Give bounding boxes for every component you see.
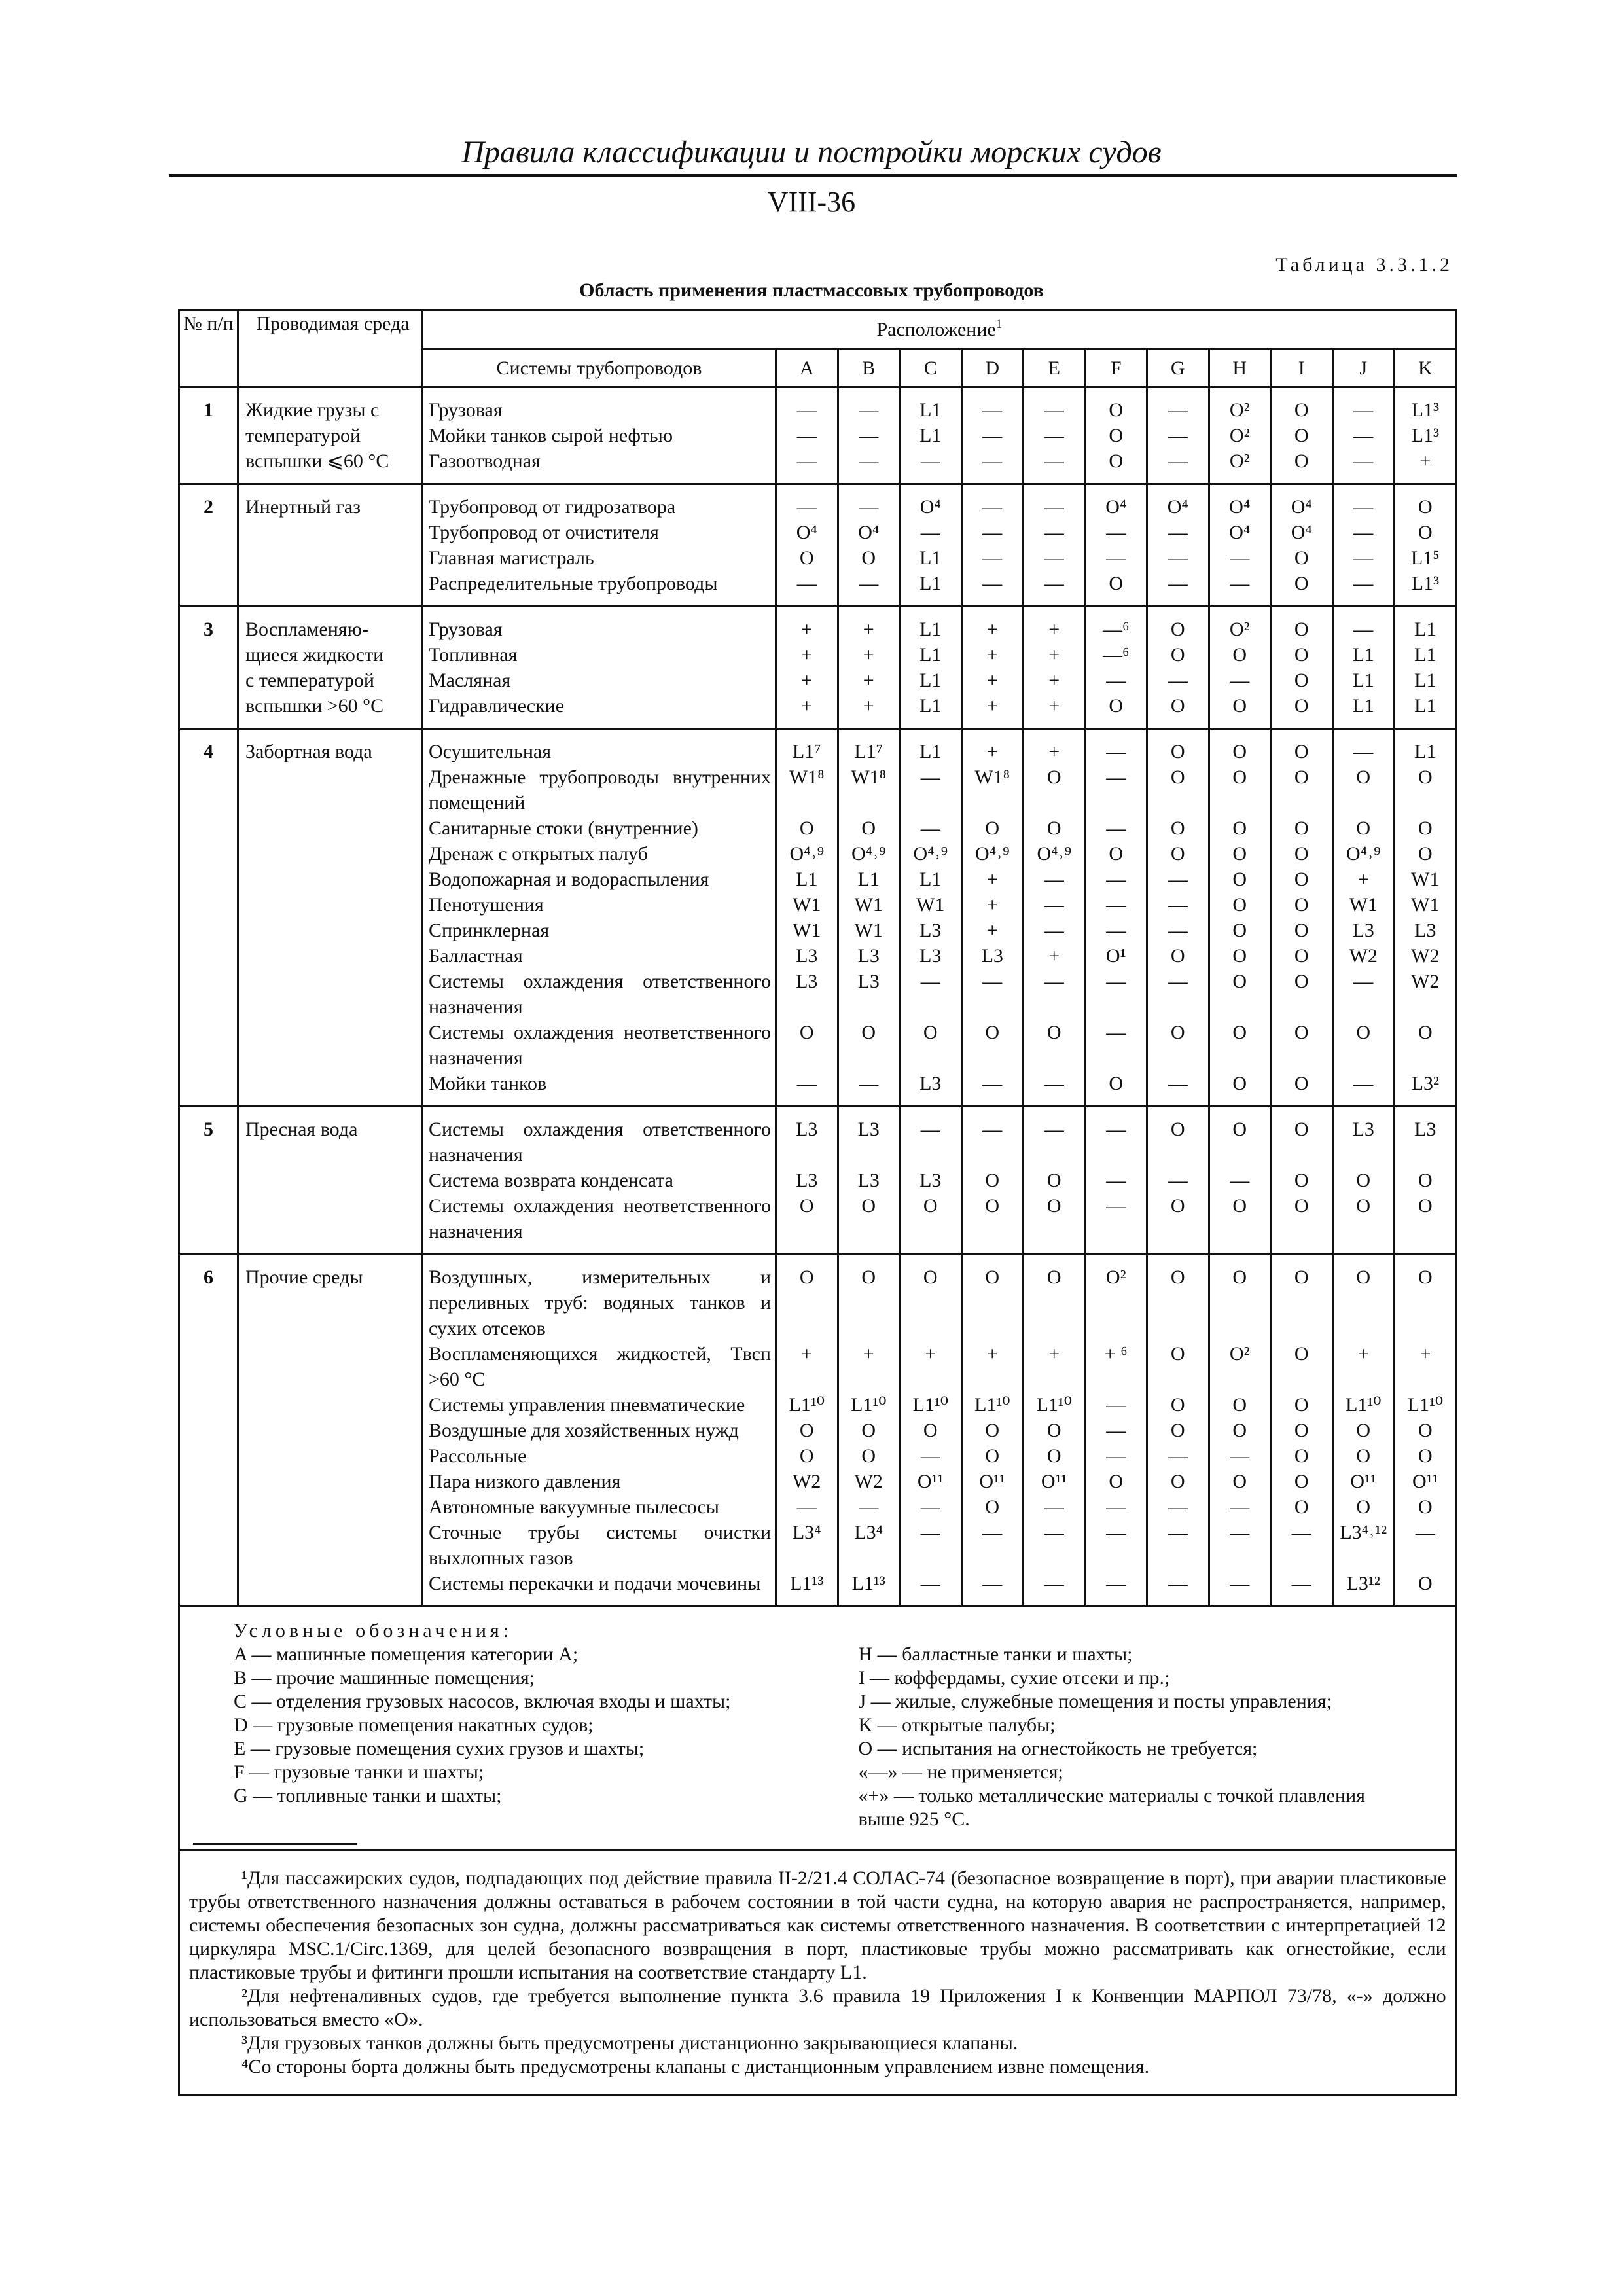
- row-number: 6: [179, 1255, 238, 1607]
- location-values-f: [1085, 1107, 1147, 1255]
- location-value: + + + +: [1048, 619, 1060, 717]
- location-values-a: [776, 729, 838, 1107]
- location-values-g: [1147, 484, 1209, 607]
- legend-entry: G — топливные танки и шахты;: [234, 1785, 502, 1806]
- piping-system-name: Дренажные трубопроводы внутренних помещений: [429, 766, 771, 814]
- header-location: [423, 310, 1457, 349]
- legend-entry: B — прочие машинные помещения;: [234, 1667, 535, 1689]
- location-values-j: [1332, 1255, 1395, 1607]
- location-values-i: [1271, 484, 1333, 607]
- piping-systems: [423, 1255, 776, 1607]
- location-value: O⁴ O⁴ — —: [1229, 496, 1251, 594]
- header-rule: [169, 174, 1457, 177]
- location-values-j: [1332, 1107, 1395, 1255]
- location-values-j: [1332, 607, 1395, 729]
- location-value: — O O O⁴˒⁹ + W1 L3 W2 — O —: [1346, 741, 1381, 1094]
- location-value: O + L1¹⁰ O O W2 — L3⁴ L1¹³: [851, 1266, 887, 1594]
- location-values-c: [900, 607, 962, 729]
- location-values-k: [1395, 484, 1457, 607]
- piping-system-name: Воздушных, измерительных и переливных труб: водяных танков и сухих отсеков: [429, 1266, 771, 1339]
- location-values-b: [838, 484, 900, 607]
- location-values-j: [1332, 484, 1395, 607]
- location-values-i: [1271, 1107, 1333, 1255]
- location-value: O — O: [1168, 1119, 1188, 1217]
- location-value: O + L1¹⁰ O O O¹¹ O L3⁴˒¹² L3¹²: [1340, 1266, 1387, 1594]
- header-location-note: 1: [995, 317, 1003, 331]
- piping-system-name: Трубопровод от очистителя: [429, 522, 659, 543]
- location-values-h: [1209, 387, 1271, 484]
- location-value: O O O: [1109, 399, 1124, 472]
- table-row: [179, 387, 1457, 484]
- location-values-c: [900, 729, 962, 1107]
- legend-entry: E — грузовые помещения сухих грузов и шахты;: [234, 1738, 645, 1759]
- location-value: — L3 O: [919, 1119, 942, 1217]
- piping-system-name: Системы охлаждения неответственного назначения: [429, 1195, 771, 1242]
- header-location-b: B: [838, 349, 900, 387]
- location-value: O² O² O²: [1229, 399, 1250, 472]
- row-number: 3: [179, 607, 238, 729]
- location-value: O O O O — O — — —: [1168, 1266, 1188, 1594]
- location-value: L1 L1 L1 L1: [1414, 619, 1436, 717]
- location-value: + + + +: [986, 619, 998, 717]
- row-number: 4: [179, 729, 238, 1107]
- piping-system-name: Воздушные для хозяйственных нужд: [429, 1420, 739, 1441]
- legend-entry: F — грузовые танки и шахты;: [234, 1761, 484, 1783]
- location-values-c: [900, 387, 962, 484]
- legend-entry: O — испытания на огнестойкость не требуется;: [858, 1738, 1258, 1759]
- location-value: + O O O⁴˒⁹ — — — + — O —: [1037, 741, 1072, 1094]
- piping-system-name: Система возврата конденсата: [429, 1170, 673, 1191]
- piping-system-name: Дренаж с открытых палуб: [429, 843, 648, 865]
- location-values-h: [1209, 729, 1271, 1107]
- footnote: ²Для нефтеналивных судов, где требуется выполнение пункта 3.6 правила 19 Приложения I к Конвенции МАРПОЛ 73/78, «-» должно использоваться вместо «O».: [189, 1985, 1446, 2030]
- location-values-f: [1085, 387, 1147, 484]
- running-head: Правила классификации и постройки морских судов: [461, 135, 1162, 170]
- location-value: — — —: [1353, 399, 1374, 472]
- piping-system-name: Системы охлаждения ответственного назначения: [429, 1119, 771, 1166]
- location-values-f: [1085, 1255, 1147, 1607]
- location-values-h: [1209, 1255, 1271, 1607]
- table-label: Таблица 3.3.1.2: [1275, 254, 1453, 276]
- legend-entry: D — грузовые помещения накатных судов;: [234, 1714, 594, 1736]
- location-value: O O O: [1294, 1119, 1309, 1217]
- table-row: [179, 1107, 1457, 1255]
- piping-systems: [423, 387, 776, 484]
- location-values-k: [1395, 607, 1457, 729]
- header-location-j: J: [1332, 349, 1395, 387]
- location-value: O⁴ — — —: [1167, 496, 1188, 594]
- conveyed-medium: Воспламеняю- щиеся жидкости с температурой вспышки >60 °С: [238, 607, 423, 729]
- location-value: — O⁴ O —: [796, 496, 817, 594]
- location-values-h: [1209, 1107, 1271, 1255]
- location-values-g: [1147, 1107, 1209, 1255]
- legend-entry: I — коффердамы, сухие отсеки и пр.;: [858, 1667, 1170, 1689]
- location-value: O O L1⁵ L1³: [1410, 496, 1440, 594]
- location-values-a: [776, 607, 838, 729]
- location-value: O O O O — — — O — O —: [1168, 741, 1188, 1094]
- piping-system-name: Системы охлаждения ответственного назначения: [429, 971, 771, 1018]
- location-value: — — —: [859, 399, 879, 472]
- location-value: — O O: [982, 1119, 1003, 1217]
- location-value: — — —: [1106, 1119, 1126, 1217]
- legend-entry: C — отделения грузовых насосов, включая входы и шахты;: [234, 1691, 731, 1712]
- location-values-i: [1271, 607, 1333, 729]
- location-values-k: [1395, 729, 1457, 1107]
- location-values-d: [961, 1107, 1024, 1255]
- conveyed-medium: Прочие среды: [238, 1255, 423, 1607]
- location-values-d: [961, 484, 1024, 607]
- location-values-c: [900, 1255, 962, 1607]
- piping-system-name: Главная магистраль: [429, 547, 594, 569]
- location-value: — — —: [1168, 399, 1188, 472]
- location-value: — — —: [1044, 399, 1064, 472]
- piping-system-name: Пара низкого давления: [429, 1471, 621, 1492]
- location-value: O² + ⁶ — — — O — — —: [1104, 1266, 1128, 1594]
- location-values-i: [1271, 729, 1333, 1107]
- legend-entry: выше 925 °С.: [858, 1808, 970, 1830]
- legend-title: Условные обозначения:: [234, 1620, 513, 1641]
- location-value: — O⁴ O —: [858, 496, 880, 594]
- location-values-g: [1147, 387, 1209, 484]
- piping-system-name: Газоотводная: [429, 450, 541, 472]
- location-values-c: [900, 1107, 962, 1255]
- piping-system-name: Водопожарная и водораспыления: [429, 869, 709, 890]
- location-values-d: [961, 387, 1024, 484]
- location-values-e: [1024, 1255, 1086, 1607]
- legend-entry: «—» — не применяется;: [858, 1761, 1063, 1783]
- legend-entry: H — балластные танки и шахты;: [858, 1643, 1133, 1665]
- header-location-a: A: [776, 349, 838, 387]
- footnote: ⁴Со стороны борта должны быть предусмотрены клапаны с дистанционным управлением извне помещения.: [241, 2056, 1150, 2077]
- location-value: O O O O O O O O O O O: [1294, 741, 1309, 1094]
- piping-systems: [423, 1107, 776, 1255]
- legend-entry: «+» — только металлические материалы с точкой плавления: [858, 1785, 1365, 1806]
- location-values-b: [838, 729, 900, 1107]
- piping-system-name: Системы охлаждения неответственного назначения: [429, 1022, 771, 1069]
- legend-right-column: [858, 1643, 1440, 1831]
- location-values-a: [776, 1107, 838, 1255]
- location-value: O + L1¹⁰ O O O¹¹ O — O: [1407, 1266, 1443, 1594]
- header-location-h: H: [1209, 349, 1271, 387]
- location-values-b: [838, 1255, 900, 1607]
- location-values-f: [1085, 484, 1147, 607]
- location-values-a: [776, 387, 838, 484]
- location-values-i: [1271, 1255, 1333, 1607]
- header-location-f: F: [1085, 349, 1147, 387]
- header-number: № п/п: [179, 310, 238, 387]
- location-values-h: [1209, 484, 1271, 607]
- location-value: — O O: [1044, 1119, 1064, 1217]
- location-value: O⁴ O⁴ O O: [1291, 496, 1312, 594]
- location-value: — — —: [796, 399, 817, 472]
- location-value: O⁴ — — O: [1105, 496, 1127, 594]
- piping-system-name: Спринклерная: [429, 920, 550, 941]
- location-value: — — — —: [982, 496, 1003, 594]
- location-values-k: [1395, 1107, 1457, 1255]
- location-value: O O O O O O O — —: [1291, 1266, 1311, 1594]
- location-values-b: [838, 387, 900, 484]
- location-value: O + L1¹⁰ O O W2 — L3⁴ L1¹³: [789, 1266, 825, 1594]
- location-values-e: [1024, 387, 1086, 484]
- header-location-label: Расположение: [876, 318, 996, 340]
- location-values-i: [1271, 387, 1333, 484]
- location-values-c: [900, 484, 962, 607]
- row-number: 1: [179, 387, 238, 484]
- piping-system-name: Грузовая: [429, 619, 503, 640]
- location-values-k: [1395, 1255, 1457, 1607]
- conveyed-medium: Жидкие грузы с температурой вспышки ⩽60 °С: [238, 387, 423, 484]
- location-values-j: [1332, 387, 1395, 484]
- piping-system-name: Масляная: [429, 670, 511, 691]
- footnote: ¹Для пассажирских судов, подпадающих под действие правила II-2/21.4 СОЛАС-74 (безопасное возвращение в порт), при аварии пластиковые трубы ответственного назначения должны оставаться в рабочем состоянии в той части судна, на которую авария не распространяется, например, системы обеспечения безопасных зон судна, должны рассматриваться как системы ответственного назначения. В соответствии с интерпретацией 12 циркуляра MSC.1/Circ.1369, для целей безопасного возвращения в порт, пластиковые трубы можно рассматривать как огнестойкие, если пластиковые трубы и фитинги прошли испытания на соответствие стандарту L1.: [189, 1867, 1446, 1983]
- location-value: L1 O O O W1 W1 L3 W2 W2 O L3²: [1411, 741, 1440, 1094]
- location-values-a: [776, 484, 838, 607]
- location-values-h: [1209, 607, 1271, 729]
- location-values-a: [776, 1255, 838, 1607]
- conveyed-medium: Забортная вода: [238, 729, 423, 1107]
- header-location-k: K: [1395, 349, 1457, 387]
- legend: [179, 1607, 1457, 1850]
- location-value: + W1⁸ O O⁴˒⁹ + + + L3 — O —: [974, 741, 1010, 1094]
- location-values-e: [1024, 1107, 1086, 1255]
- location-value: — — — —: [1353, 496, 1374, 594]
- location-values-e: [1024, 729, 1086, 1107]
- location-value: O + L1¹⁰ O O O¹¹ O — —: [974, 1266, 1010, 1594]
- piping-system-name: Мойки танков: [429, 1073, 547, 1094]
- table-title: Область применения пластмассовых трубопроводов: [579, 279, 1044, 301]
- piping-system-name: Грузовая: [429, 399, 503, 421]
- location-value: —⁶ —⁶ — O: [1103, 619, 1130, 717]
- piping-system-name: Осушительная: [429, 741, 551, 762]
- legend-entry: J — жилые, служебные помещения и посты управления;: [858, 1691, 1332, 1712]
- piping-system-name: Воспламеняющихся жидкостей, Tвсп >60 °С: [429, 1343, 771, 1390]
- location-value: L1³ L1³ +: [1411, 399, 1439, 472]
- location-value: L3 O O: [1352, 1119, 1374, 1217]
- legend-left-column: [234, 1643, 858, 1831]
- location-value: O O O O: [1294, 619, 1309, 717]
- footnote-rule: [193, 1843, 357, 1845]
- footnotes: [179, 1850, 1457, 2096]
- location-values-k: [1395, 387, 1457, 484]
- location-value: L1⁷ W1⁸ O O⁴˒⁹ L1 W1 W1 L3 L3 O —: [851, 741, 887, 1094]
- footnote: ³Для грузовых танков должны быть предусмотрены дистанционно закрывающиеся клапаны.: [241, 2032, 1018, 2054]
- location-value: O O O: [1294, 399, 1309, 472]
- location-value: L1⁷ W1⁸ O O⁴˒⁹ L1 W1 W1 L3 L3 O —: [789, 741, 825, 1094]
- header-medium: Проводимая среда: [238, 310, 423, 387]
- table-row: [179, 484, 1457, 607]
- piping-system-name: Рассольные: [429, 1445, 527, 1467]
- piping-systems: [423, 607, 776, 729]
- location-value: O² O — O: [1229, 619, 1250, 717]
- header-location-d: D: [961, 349, 1024, 387]
- page-number: VIII-36: [767, 186, 856, 218]
- header-systems: Системы трубопроводов: [423, 349, 776, 387]
- table-row: [179, 1255, 1457, 1607]
- location-value: L1 L1 —: [919, 399, 942, 472]
- row-number: 5: [179, 1107, 238, 1255]
- piping-system-name: Балластная: [429, 945, 523, 967]
- piping-system-name: Распределительные трубопроводы: [429, 573, 718, 594]
- piping-system-name: Мойки танков сырой нефтью: [429, 425, 673, 446]
- row-number: 2: [179, 484, 238, 607]
- location-value: L3 L3 O: [796, 1119, 818, 1217]
- location-values-e: [1024, 484, 1086, 607]
- location-value: O + L1¹⁰ O O O¹¹ — — —: [1036, 1266, 1072, 1594]
- location-value: — — — O — — — O¹ — — O: [1105, 741, 1126, 1094]
- piping-system-name: Трубопровод от гидрозатвора: [429, 496, 676, 518]
- piping-system-name: Сточные трубы системы очистки выхлопных газов: [429, 1522, 771, 1569]
- location-value: L3 L3 O: [857, 1119, 880, 1217]
- location-value: — L1 L1 L1: [1352, 619, 1374, 717]
- piping-systems: [423, 729, 776, 1107]
- location-value: O O — O: [1168, 619, 1188, 717]
- location-value: + + + +: [801, 619, 813, 717]
- piping-application-table: [178, 309, 1457, 2096]
- location-value: L1 — — O⁴˒⁹ L1 W1 L3 L3 — O L3: [913, 741, 948, 1094]
- location-value: + + + +: [863, 619, 874, 717]
- location-values-g: [1147, 729, 1209, 1107]
- location-values-g: [1147, 1255, 1209, 1607]
- header-location-i: I: [1271, 349, 1333, 387]
- location-value: O + L1¹⁰ O — O¹¹ — — —: [912, 1266, 948, 1594]
- location-value: — — —: [982, 399, 1003, 472]
- table-row: [179, 729, 1457, 1107]
- location-values-b: [838, 1107, 900, 1255]
- piping-system-name: Автономные вакуумные пылесосы: [429, 1496, 719, 1518]
- piping-system-name: Системы перекачки и подачи мочевины: [429, 1573, 761, 1594]
- piping-system-name: Санитарные стоки (внутренние): [429, 817, 698, 839]
- location-values-f: [1085, 729, 1147, 1107]
- location-value: L1 L1 L1 L1: [919, 619, 942, 717]
- location-values-d: [961, 729, 1024, 1107]
- table-row: [179, 607, 1457, 729]
- piping-systems: [423, 484, 776, 607]
- conveyed-medium: Инертный газ: [238, 484, 423, 607]
- location-value: O⁴ — L1 L1: [919, 496, 942, 594]
- location-values-b: [838, 607, 900, 729]
- location-value: L3 O O: [1414, 1119, 1436, 1217]
- location-values-g: [1147, 607, 1209, 729]
- piping-system-name: Топливная: [429, 644, 518, 666]
- conveyed-medium: Пресная вода: [238, 1107, 423, 1255]
- piping-system-name: Пенотушения: [429, 894, 544, 916]
- location-value: O O² O O — O — — —: [1229, 1266, 1250, 1594]
- legend-entry: A — машинные помещения категории A;: [234, 1643, 579, 1665]
- location-value: O O O O O O O O O O O: [1232, 741, 1247, 1094]
- piping-system-name: Системы управления пневматические: [429, 1394, 745, 1416]
- location-values-e: [1024, 607, 1086, 729]
- location-value: — — — —: [1044, 496, 1064, 594]
- header-location-g: G: [1147, 349, 1209, 387]
- location-values-j: [1332, 729, 1395, 1107]
- piping-system-name: Гидравлические: [429, 695, 565, 717]
- location-values-f: [1085, 607, 1147, 729]
- location-values-d: [961, 607, 1024, 729]
- location-value: O — O: [1230, 1119, 1250, 1217]
- location-values-d: [961, 1255, 1024, 1607]
- legend-entry: K — открытые палубы;: [858, 1714, 1056, 1736]
- header-location-c: C: [900, 349, 962, 387]
- header-location-e: E: [1024, 349, 1086, 387]
